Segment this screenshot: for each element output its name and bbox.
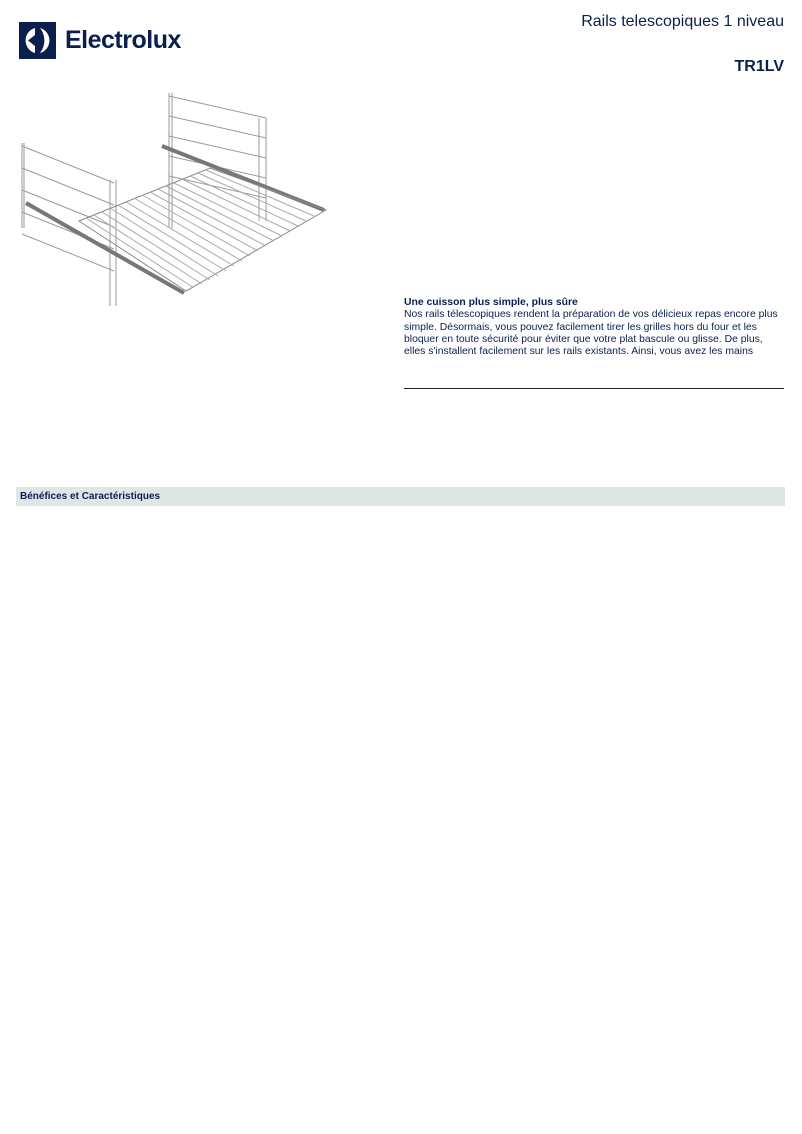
electrolux-logo <box>19 22 181 59</box>
product-image <box>14 88 334 313</box>
section-label: Bénéfices et Caractéristiques <box>20 491 161 502</box>
product-title: Rails telescopiques 1 niveau <box>581 13 784 30</box>
section-header-benefits <box>16 487 785 506</box>
description-block <box>404 297 786 358</box>
model-number: TR1LV <box>734 58 784 75</box>
electrolux-logo-icon <box>19 22 56 59</box>
description-body: Nos rails télescopiques rendent la préparation de vos délicieux repas encore plus simple. Désormais, vous pouvez facilement tirer les grilles hors du four et les bloquer en toute sécurité pour éviter que votre plat bascule ou glisse. De plus, elles s'installent facilement sur les rails existants. Ainsi, vous avez les mains <box>404 309 778 358</box>
brand-name: Electrolux <box>65 26 181 54</box>
divider <box>404 388 784 389</box>
description-heading: Une cuisson plus simple, plus sûre <box>404 297 578 308</box>
